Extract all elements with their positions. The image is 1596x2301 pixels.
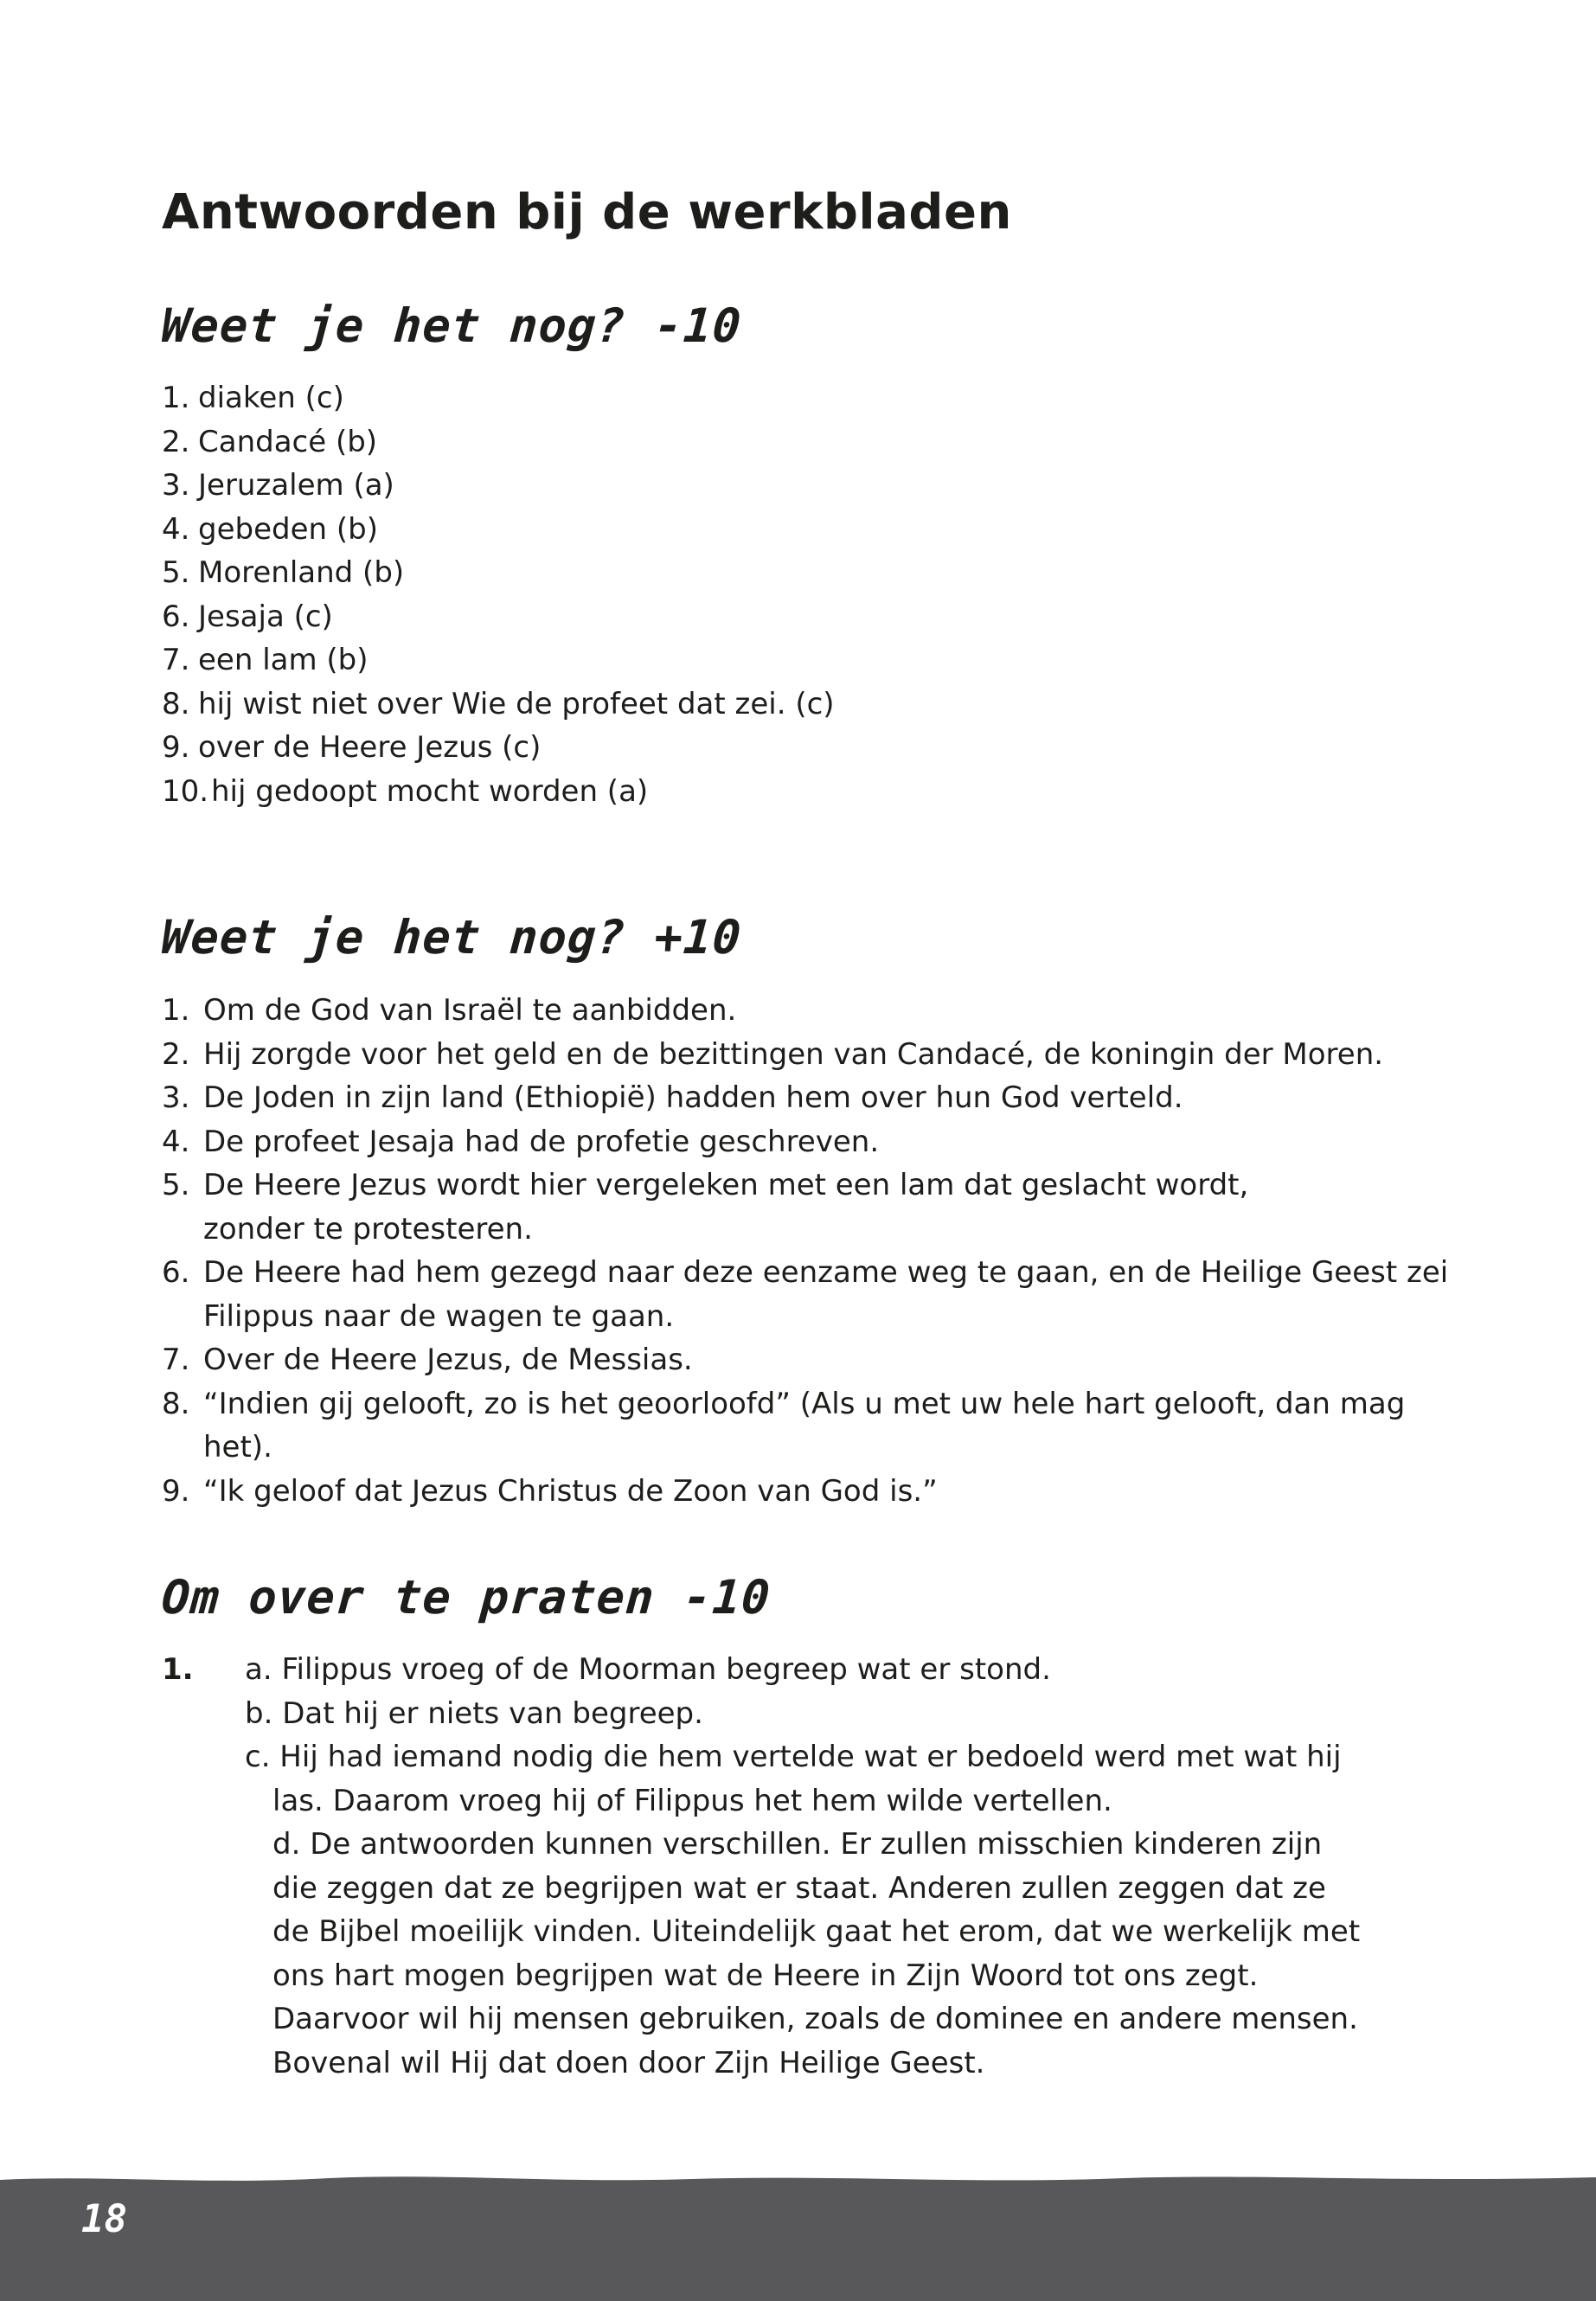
list-item: 1. diaken (c) [162,381,344,415]
list-item: b. Dat hij er niets van begreep. [245,1695,703,1731]
page-number: 18 [81,2197,127,2241]
list-item: 3. Jeruzalem (a) [162,468,394,503]
page-title: Antwoorden bij de werkbladen [162,184,1012,240]
list-item: 9. over de Heere Jezus (c) [162,730,542,765]
list-item: 10. hij gedoopt mocht worden (a) [162,773,649,809]
discussion-sub-answers [245,1648,1459,2085]
list-item: 9. “Ik geloof dat Jezus Christus de Zoon van God is.” [162,1473,938,1509]
list-item: a. Filippus vroeg of de Moorman begreep wat er stond. [245,1652,1051,1687]
discussion-answer-block [162,1648,1459,2085]
list-item: 8. “Indien gij gelooft, zo is het geoorloofd” (Als u met uw hele hart gelooft, dan mag het). [162,1386,1406,1465]
question-number: 1. [162,1652,194,1687]
section-heading-weet-min10: Weet je het nog? -10 [159,298,744,353]
list-item: c. Hij had iemand nodig die hem vertelde wat er bedoeld werd met wat hij las. Daarom vroeg hij of Filippus het hem wilde vertellen. [245,1740,1342,1818]
list-item: 4. gebeden (b) [162,511,378,547]
list-item: 2. Hij zorgde voor het geld en de bezittingen van Candacé, de koningin der Moren. [162,1036,1384,1072]
list-item: 2. Candacé (b) [162,424,378,459]
list-item: 6. De Heere had hem gezegd naar deze eenzame weg te gaan, en de Heilige Geest zei Filippus naar de wagen te gaan. [162,1255,1449,1334]
list-item: d. De antwoorden kunnen verschillen. Er zullen misschien kinderen zijn die zeggen dat ze begrijpen wat er staat. Anderen zullen zeggen dat ze de Bijbel moeilijk vinden. Uiteindelijk gaat het erom, dat we werkelijk met ons hart mogen begrijpen wat de Heere in Zijn Woord tot ons zegt. Daarvoor wil hij mensen gebruiken, zoals de dominee en andere mensen. Bovenal wil Hij dat doen door Zijn Heilige Geest. [272,1827,1361,2080]
list-item: 7. Over de Heere Jezus, de Messias. [162,1343,693,1377]
answer-list-weet-plus10 [162,989,1451,1513]
list-item: 1. Om de God van Israël te aanbidden. [162,993,737,1028]
list-item: 6. Jesaja (c) [162,599,333,634]
list-item: 7. een lam (b) [162,643,369,677]
answer-list-weet-min10 [162,376,1459,813]
footer-band [0,2170,1596,2301]
list-item: 8. hij wist niet over Wie de profeet dat zei. (c) [162,686,835,721]
section-heading-om-over-te-praten: Om over te praten -10 [159,1570,772,1625]
list-item: 4. De profeet Jesaja had de profetie geschreven. [162,1124,880,1159]
list-item: 3. De Joden in zijn land (Ethiopië) hadden hem over hun God verteld. [162,1080,1183,1115]
list-item: 5. De Heere Jezus wordt hier vergeleken met een lam dat geslacht wordt, zonder te protesteren. [162,1168,1249,1247]
list-item: 5. Morenland (b) [162,555,405,590]
section-heading-weet-plus10: Weet je het nog? +10 [159,910,744,965]
